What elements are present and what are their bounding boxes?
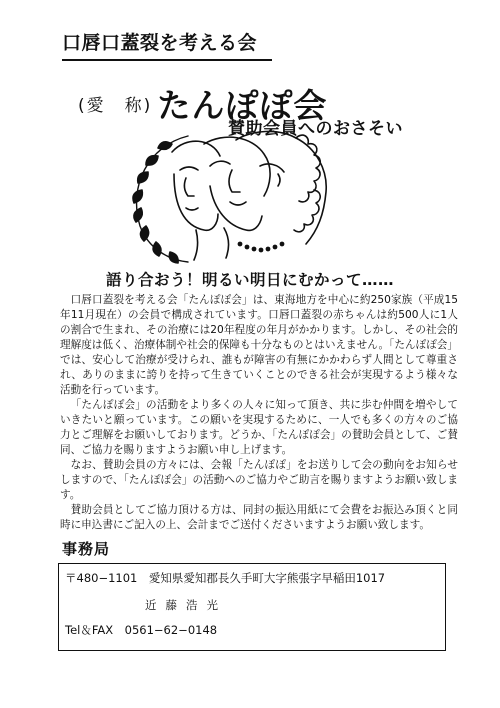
organization-title: 口唇口蓋裂を考える会 [62,28,272,61]
body-paragraph: なお、賛助会員の方々には、会報「たんぽぽ」をお送りして会の動向をお知らせしますので、「たんぽぽ会」の活動へのご協力やご助言を賜りますようお願い致します。 [60,459,458,501]
body-paragraph: 賛助会員としてご協力頂ける方は、同封の振込用紙にて会費をお振込み頂くと同時に申込書にご記入の上、会計までご送付くださいますようお願い致します。 [60,504,458,531]
body-paragraph: 「たんぽぽ会」の活動をより多くの人々に知って頂き、共に歩む仲間を増やしていきたいと願っています。この願いを実現するために、一人でも多くの方々のご協力とご理解をお願いしております。どうか、「たんぽぽ会」の賛助会員として、ご賛同、ご協力を賜りますようお願い申し上げます。 [60,399,458,456]
office-address: 〒480−1101 愛知県愛知郡長久手町大字熊張字早稲田1017 [65,571,386,585]
group-name: たんぽぽ会 [157,86,328,125]
body-paragraph: 口唇口蓋裂を考える会「たんぽぽ会」は、東海地方を中心に約250家族（平成15年11月現在）の会員で構成されています。口唇口蓋裂の赤ちゃんは約500人に1人の割合で生まれ、その治療には20年程度の年月がかかります。しかし、その社会的理解度は低く、治療体制や社会的保障も十分なものとはいえません。「たんぽぽ会」では、安心して治療が受けられ、誰もが障害の有無にかかわらず人間として尊重され、ありのままに誇りを持って生きていくことのできる社会が実現するよう様々な活動を行っています。 [60,294,458,396]
office-phone: Tel＆FAX 0561−62−0148 [65,623,218,637]
slogan: 語り合おう！明るい明日にむかって…… [105,271,394,289]
office-contact-person: 近藤浩光 [145,598,227,612]
body-text [60,293,458,533]
three-faces-illustration [128,126,338,268]
office-heading: 事務局 [62,540,111,558]
invitation-heading: 賛助会員へのおさそい [228,119,403,139]
office-contact-box [58,563,446,651]
nickname-prefix: (愛 称) [78,96,153,116]
